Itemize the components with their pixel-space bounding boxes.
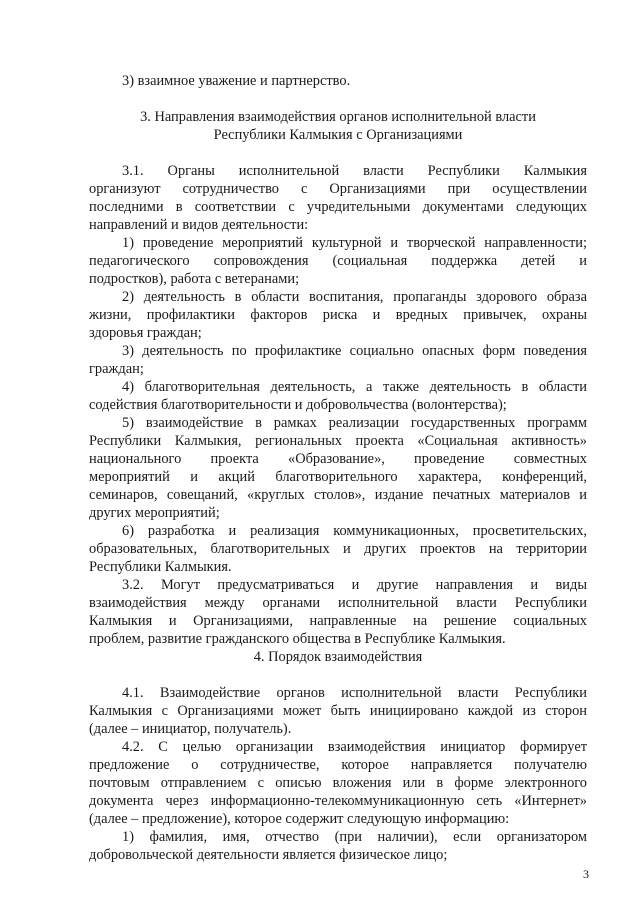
text-line: 3.1. Органы исполнительной власти Республики Калмыкия	[122, 163, 587, 179]
text-line: граждан;	[89, 361, 144, 377]
text-line: проблем, развитие гражданского общества в Республике Калмыкия.	[89, 631, 506, 647]
text-line: национального проекта «Образование», проведение совместных	[89, 451, 587, 467]
text-line: Калмыкия и Организациями, направленные на решение социальных	[89, 613, 587, 629]
text-line: 4.2. С целью организации взаимодействия инициатор формирует	[122, 739, 587, 755]
text-line: 3.2. Могут предусматриваться и другие направления и виды	[122, 577, 587, 593]
text-line: 5) взаимодействие в рамках реализации государственных программ	[122, 415, 587, 431]
text-line: документа через информационно-телекоммуникационную сеть «Интернет»	[89, 793, 587, 809]
text-line: (далее – предложение), которое содержит следующую информацию:	[89, 811, 510, 827]
text-line: направлений и видов деятельности:	[89, 217, 309, 233]
text-line: 3) деятельность по профилактике социально опасных форм поведения	[122, 343, 587, 359]
text-line: взаимодействия между органами исполнительной власти Республики	[89, 595, 587, 611]
text-line: 3) взаимное уважение и партнерство.	[122, 73, 351, 89]
text-line: 2) деятельность в области воспитания, пропаганды здорового образа	[122, 289, 587, 305]
text-line: педагогического сопровождения (социальная поддержка детей и	[89, 253, 587, 269]
text-line: семинаров, совещаний, «круглых столов», издание печатных материалов и	[89, 487, 587, 503]
text-line: последними в соответствии с учредительными документами следующих	[89, 199, 587, 215]
text-line: Республики Калмыкия с Организациями	[213, 127, 463, 143]
text-line: здоровья граждан;	[89, 325, 202, 341]
text-line: содействия благотворительности и добровольчества (волонтерства);	[89, 397, 507, 413]
text-line: Республики Калмыкия, региональных проекта «Социальная активность»	[89, 433, 587, 449]
text-line: 4) благотворительная деятельность, а также деятельность в области	[122, 379, 587, 395]
text-line: (далее – инициатор, получатель).	[89, 721, 292, 737]
text-line: Калмыкия с Организациями может быть инициировано каждой из сторон	[89, 703, 587, 719]
text-line: Республики Калмыкия.	[89, 559, 232, 575]
text-line: почтовым отправлением с описью вложения или в форме электронного	[89, 775, 587, 791]
page-number: 3	[583, 867, 589, 881]
text-line: 4. Порядок взаимодействия	[253, 649, 423, 665]
text-line: 4.1. Взаимодействие органов исполнительной власти Республики	[122, 685, 587, 701]
text-line: жизни, профилактики факторов риска и вредных привычек, охраны	[89, 307, 587, 323]
text-line: образовательных, благотворительных и других проектов на территории	[89, 541, 587, 557]
text-line: подростков), работа с ветеранами;	[89, 271, 300, 287]
text-line: 1) фамилия, имя, отчество (при наличии), если организатором	[122, 829, 587, 845]
text-line: 6) разработка и реализация коммуникационных, просветительских,	[122, 523, 587, 539]
text-line: 1) проведение мероприятий культурной и творческой направленности;	[122, 235, 587, 251]
text-line: других мероприятий;	[89, 505, 220, 521]
text-line: добровольческой деятельности является физическое лицо;	[89, 847, 448, 863]
text-line: 3. Направления взаимодействия органов исполнительной власти	[140, 109, 536, 125]
text-line: предложение о сотрудничестве, которое направляется получателю	[89, 757, 587, 773]
text-line: мероприятий и акций благотворительного характера, конференций,	[89, 469, 587, 485]
text-line: организуют сотрудничество с Организациями при осуществлении	[89, 181, 587, 197]
